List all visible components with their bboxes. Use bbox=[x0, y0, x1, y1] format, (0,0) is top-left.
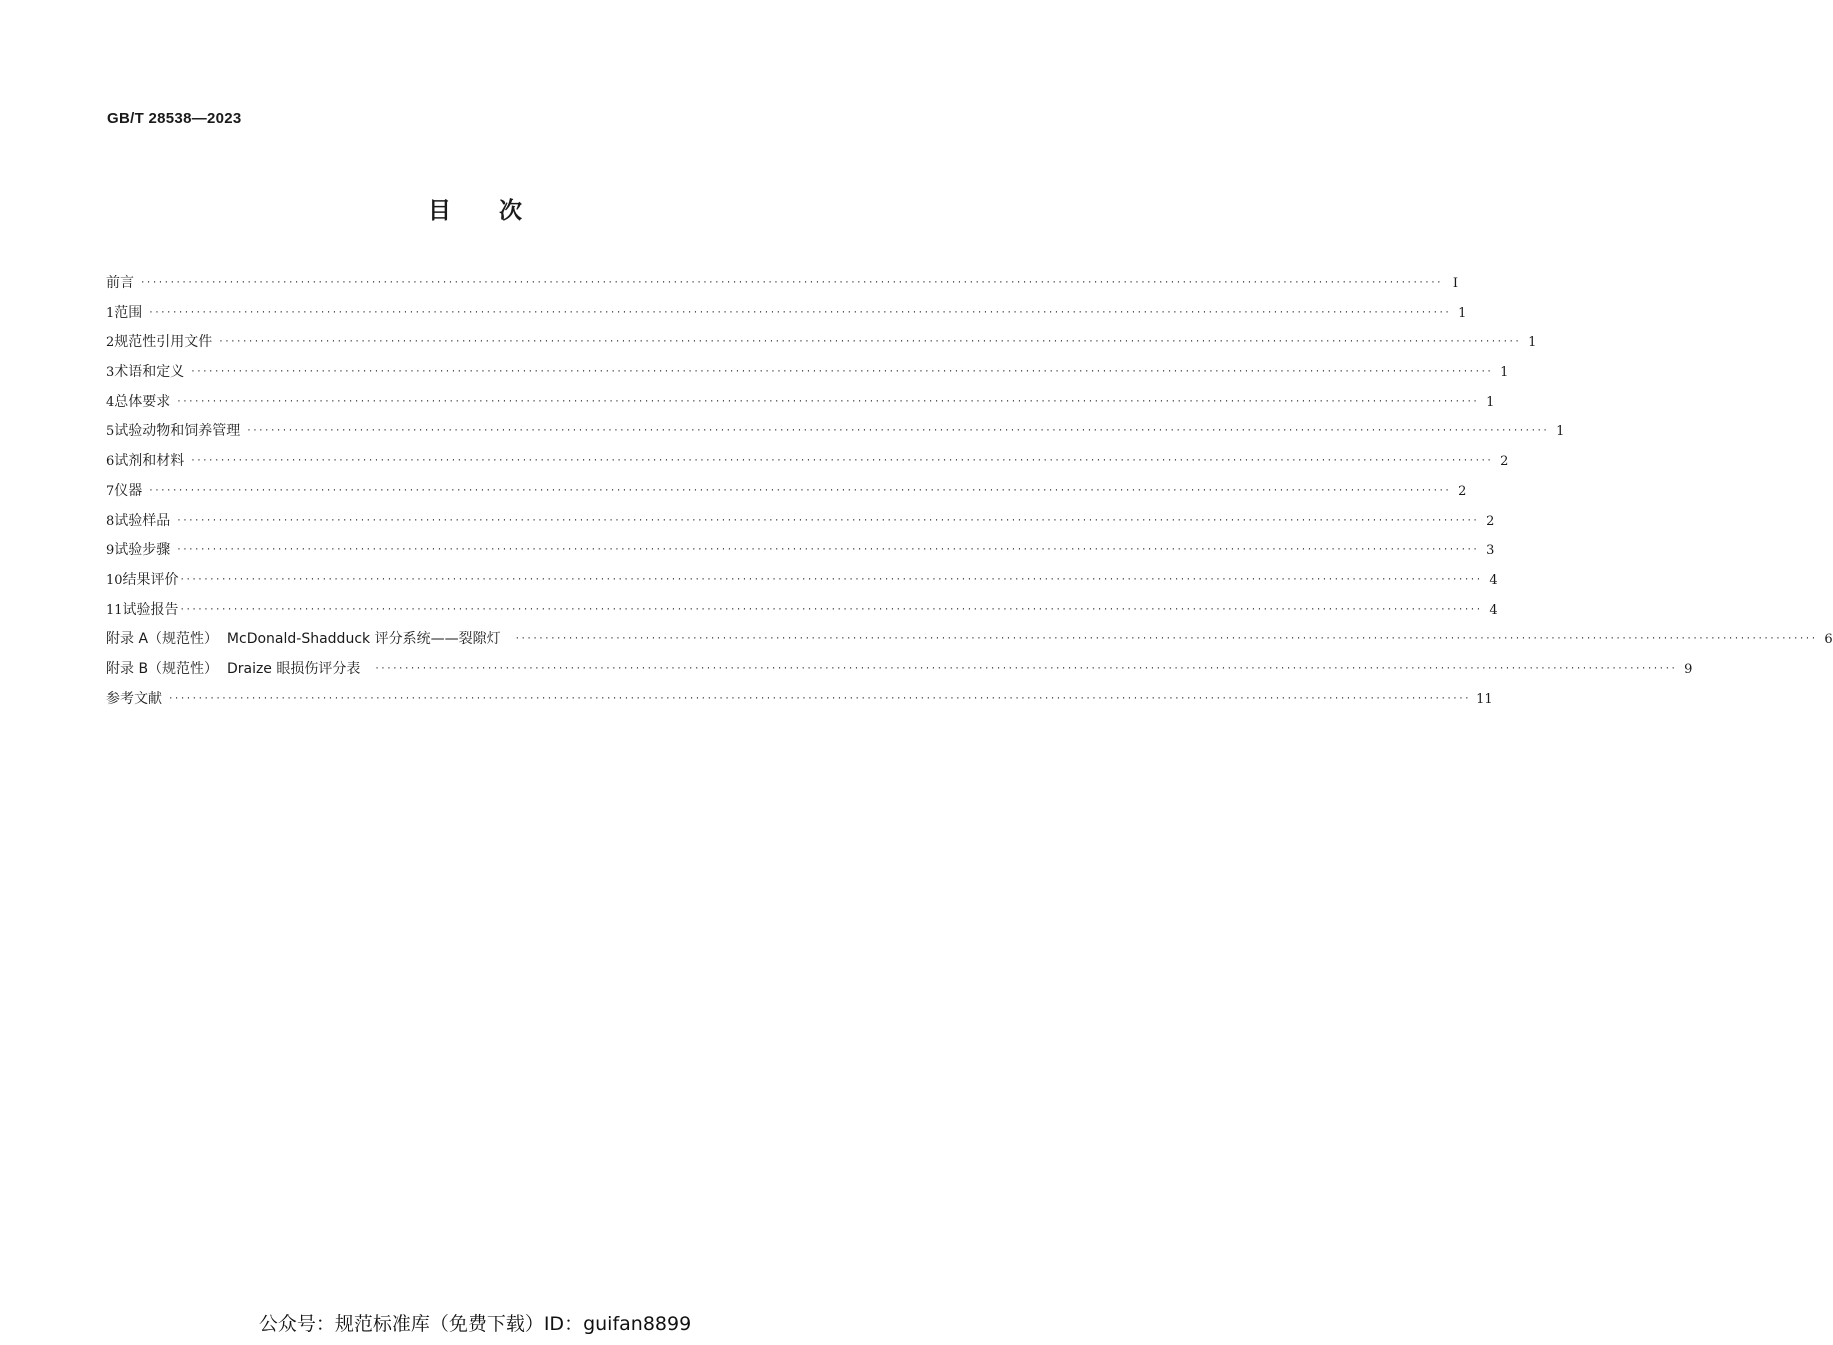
toc-entry-title: 前言 bbox=[106, 275, 134, 291]
toc-entry-7[interactable] bbox=[106, 480, 1467, 510]
toc-entry-page: 2 bbox=[1486, 513, 1495, 529]
dot-leader: ···························································································································································································································· bbox=[374, 663, 1677, 674]
dot-leader: ···························································································································································································································· bbox=[148, 485, 1451, 496]
toc-title bbox=[0, 192, 950, 225]
toc-entry-title: 试验动物和饲养管理 bbox=[114, 423, 241, 440]
toc-entry-page: 3 bbox=[1486, 543, 1495, 559]
toc-entry-title: 附录 B（规范性） Draize 眼损伤评分表 bbox=[106, 660, 361, 677]
toc-entry-title: 试验样品 bbox=[114, 512, 171, 529]
toc-entry-6[interactable] bbox=[106, 450, 1509, 480]
toc-entry-title: 参考文献 bbox=[106, 690, 162, 707]
toc-entry-11[interactable] bbox=[106, 599, 1498, 629]
toc-entry-title: 术语和定义 bbox=[114, 364, 185, 381]
toc-entry-page: 6 bbox=[1824, 632, 1833, 648]
dot-leader: ···························································································································································································································· bbox=[514, 634, 1817, 645]
toc-entry-annex-b[interactable] bbox=[106, 658, 1693, 688]
toc-entry-title: 范围 bbox=[114, 304, 143, 321]
dot-leader: ···························································································································································································································· bbox=[176, 545, 1479, 556]
toc-entry-title: 试验步骤 bbox=[114, 542, 171, 559]
toc-entry-bibliography[interactable] bbox=[106, 688, 1493, 718]
toc-entry-annex-a[interactable] bbox=[106, 628, 1833, 658]
dot-leader: ···························································································································································································································· bbox=[179, 574, 1482, 585]
dot-leader: ···························································································································································································································· bbox=[179, 604, 1482, 615]
toc-entry-number: 11 bbox=[106, 602, 123, 618]
toc-entry-title: 规范性引用文件 bbox=[114, 334, 213, 351]
toc-entry-number: 3 bbox=[106, 365, 115, 381]
toc-entry-page: 1 bbox=[1458, 305, 1467, 321]
dot-leader: ···························································································································································································································· bbox=[140, 278, 1443, 288]
dot-leader: ···························································································································································································································· bbox=[148, 307, 1451, 318]
toc-entry-1[interactable] bbox=[106, 302, 1467, 332]
dot-leader: ···························································································································································································································· bbox=[176, 515, 1479, 526]
toc-entry-number: 2 bbox=[106, 335, 115, 351]
toc-entry-preface[interactable] bbox=[106, 272, 1459, 302]
toc-entry-number: 1 bbox=[106, 305, 115, 321]
toc-entry-page: 2 bbox=[1500, 454, 1509, 470]
toc-entry-page: 1 bbox=[1500, 365, 1509, 381]
toc-title-part: 目 bbox=[427, 198, 451, 224]
dot-leader: ···························································································································································································································· bbox=[190, 456, 1493, 467]
toc-entry-8[interactable] bbox=[106, 510, 1495, 540]
toc-entry-title: 试剂和材料 bbox=[114, 453, 185, 470]
dot-leader: ···························································································································································································································· bbox=[218, 337, 1521, 348]
toc-entry-page: 1 bbox=[1486, 394, 1495, 410]
toc-entry-number: 10 bbox=[106, 572, 123, 588]
dot-leader: ···························································································································································································································· bbox=[190, 367, 1493, 378]
toc-entry-number: 4 bbox=[106, 394, 115, 410]
standard-code: GB/T 28538—2023 bbox=[107, 110, 242, 127]
toc-entry-page: 4 bbox=[1489, 572, 1498, 588]
toc-entry-page: 2 bbox=[1458, 483, 1467, 499]
toc-entry-page: 1 bbox=[1556, 424, 1565, 440]
toc-entry-title: 结果评价 bbox=[122, 571, 179, 588]
toc-entry-title: 试验报告 bbox=[122, 601, 179, 618]
dot-leader: ···························································································································································································································· bbox=[176, 396, 1479, 407]
toc-entry-2[interactable] bbox=[106, 331, 1537, 361]
toc-entry-page: 9 bbox=[1684, 661, 1693, 677]
toc-entry-9[interactable] bbox=[106, 539, 1495, 569]
toc-entry-page: 11 bbox=[1476, 691, 1493, 707]
toc-entry-5[interactable] bbox=[106, 420, 1565, 450]
toc-entry-number: 9 bbox=[106, 543, 115, 559]
toc-entry-page: 1 bbox=[1528, 335, 1537, 351]
toc-entry-title: 附录 A（规范性） McDonald-Shadduck 评分系统——裂隙灯 bbox=[106, 631, 501, 648]
toc-entry-10[interactable] bbox=[106, 569, 1498, 599]
toc-entry-number: 5 bbox=[106, 424, 115, 440]
dot-leader: ···························································································································································································································· bbox=[168, 693, 1471, 704]
toc-entry-title: 仪器 bbox=[114, 482, 143, 499]
footer-note: 公众号：规范标准库（免费下载）ID：guifan8899 bbox=[258, 1313, 692, 1335]
toc-title-part: 次 bbox=[499, 198, 522, 224]
toc-entry-number: 7 bbox=[106, 483, 115, 499]
toc-entry-title: 总体要求 bbox=[114, 393, 171, 410]
table-of-contents bbox=[106, 272, 1833, 717]
toc-entry-number: 8 bbox=[106, 513, 115, 529]
toc-entry-number: 6 bbox=[106, 454, 115, 470]
toc-entry-page: 4 bbox=[1489, 602, 1498, 618]
dot-leader: ···························································································································································································································· bbox=[246, 426, 1549, 437]
toc-entry-4[interactable] bbox=[106, 391, 1495, 421]
toc-entry-3[interactable] bbox=[106, 361, 1509, 391]
toc-entry-page: Ⅰ bbox=[1452, 276, 1459, 291]
